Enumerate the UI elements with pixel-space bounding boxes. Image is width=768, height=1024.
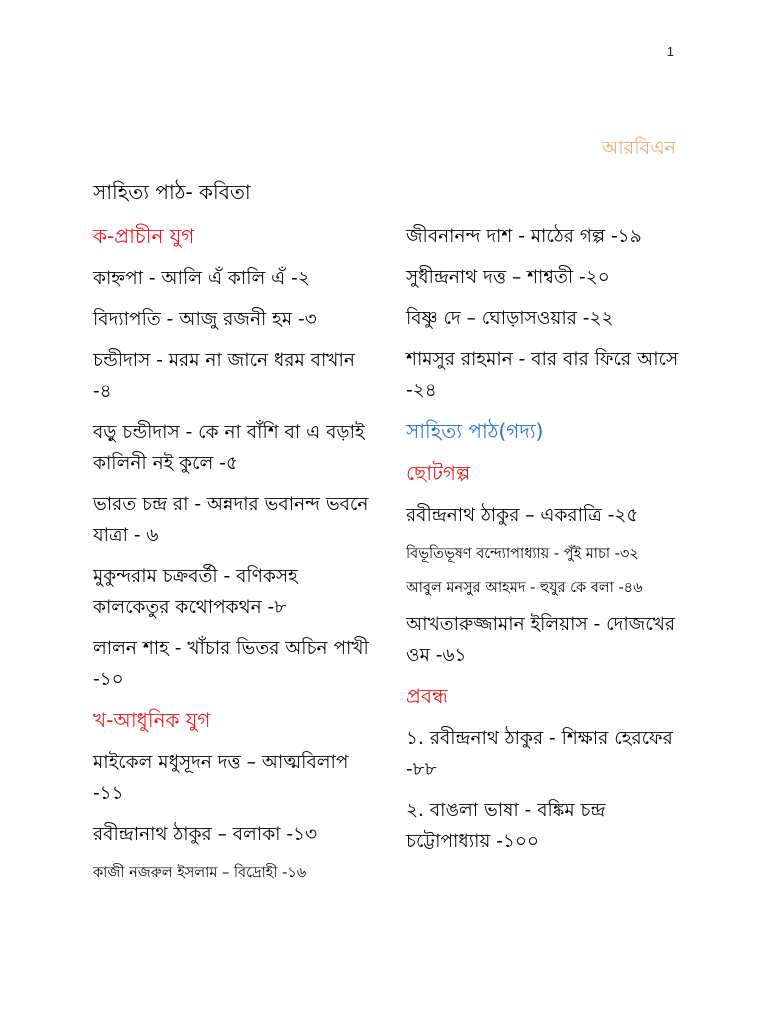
list-item: লালন শাহ - খাঁচার ভিতর অচিন পাখী -১০	[93, 638, 369, 690]
right-column	[406, 221, 688, 867]
list-item: ভারত চন্দ্র রা - অন্নদার ভবানন্দ ভবনে যাত্রা - ৬	[93, 494, 369, 546]
list-item: চন্ডীদাস - মরম না জানে ধরম বাখান -৪	[93, 350, 355, 402]
list-item: মাইকেল মধুসূদন দত্ত – আত্মবিলাপ -১১	[93, 752, 349, 804]
list-item: রবীন্দ্রানাথ ঠাকুর – বলাকা -১৩	[93, 824, 318, 845]
list-item: বিভূতিভূষণ বন্দ্যোপাধ্যায় - পুঁই মাচা -৩২	[406, 546, 639, 562]
list-item: জীবনানন্দ দাশ - মাঠের গল্প -১৯	[406, 226, 642, 247]
list-item: বড়ু চন্ডীদাস - কে না বাঁশি বা এ বড়াই কালিনী নই কুলে -৫	[93, 422, 365, 474]
section-heading: ছোটগল্প	[406, 461, 471, 485]
section-heading: খ-আধুনিক যুগ	[93, 708, 211, 732]
list-item: বিষ্ণু দে – ঘোড়াসওয়ার -২২	[406, 308, 614, 329]
list-item: আখতারুজ্জামান ইলিয়াস - দোজখের ওম -৬১	[406, 614, 676, 666]
list-item: শামসুর রাহমান - বার বার ফিরে আসে -২৪	[406, 349, 679, 401]
section-heading: ক-প্রাচীন যুগ	[93, 224, 195, 248]
list-item: মুকুন্দরাম চক্রবর্তী - বণিকসহ কালকেতুর কথোপকথন -৮	[93, 566, 298, 618]
list-item: কাজী নজরুল ইসলাম – বিদ্রোহী -১৬	[93, 865, 307, 881]
list-item: আবুল মনসুর আহমদ - হুযুর কে বলা -৪৬	[406, 580, 643, 596]
list-item: সুধীন্দ্রনাথ দত্ত – শাশ্বতী -২০	[406, 267, 610, 288]
list-item: কাহ্নপা - আলি এঁ কালি এঁ -২	[93, 268, 310, 289]
list-item: বিদ্যাপতি - আজু রজনী হম -৩	[93, 309, 317, 330]
list-item: ১. রবীন্দ্রনাথ ঠাকুর - শিক্ষার হেরফের -৮৮	[406, 728, 673, 780]
section-heading: সাহিত্য পাঠ(গদ্য)	[406, 419, 544, 443]
page-title: সাহিত্য পাঠ- কবিতা	[93, 180, 251, 204]
section-heading: প্রবন্ধ	[406, 684, 448, 708]
list-item: রবীন্দ্রনাথ ঠাকুর – একরাত্রি -২৫	[406, 505, 639, 526]
left-column	[93, 221, 373, 896]
list-item: ২. বাঙলা ভাষা - বঙ্কিম চন্দ্র চট্টোপাধ্যায় -১০০	[406, 800, 606, 852]
page-number: 1	[666, 44, 674, 59]
brand-label: আরবিএন	[601, 137, 676, 159]
